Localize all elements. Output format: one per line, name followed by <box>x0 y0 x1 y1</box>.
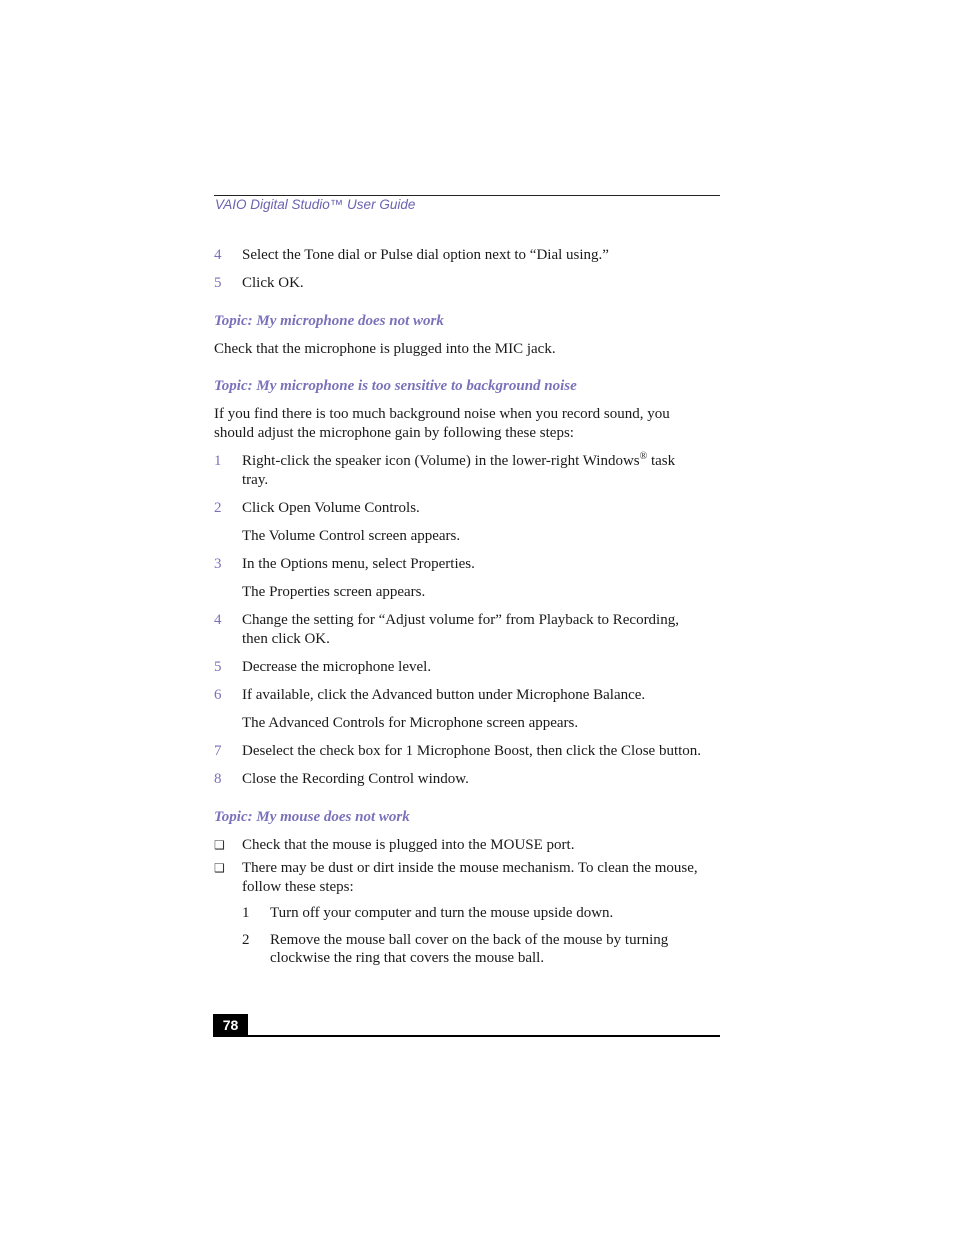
checkbox-bullet-icon: ❑ <box>214 838 225 852</box>
bullet-text: There may be dust or dirt inside the mouse mechanism. To clean the mouse, <box>242 860 698 876</box>
page-number: 78 <box>213 1014 248 1036</box>
running-header: VAIO Digital Studio™ User Guide <box>215 197 416 212</box>
step-text: If available, click the Advanced button under Microphone Balance. <box>242 687 646 703</box>
topic-heading: Topic: My microphone is too sensitive to background noise <box>214 378 577 394</box>
substep-number: 2 <box>242 932 250 948</box>
step-text: Select the Tone dial or Pulse dial option next to “Dial using.” <box>242 247 609 263</box>
step-text: In the Options menu, select Properties. <box>242 556 475 572</box>
step-text: Decrease the microphone level. <box>242 659 432 675</box>
step-number: 6 <box>214 687 222 703</box>
substep-text-continued: clockwise the ring that covers the mouse ball. <box>270 950 545 966</box>
registered-mark: ® <box>639 451 648 462</box>
step-number: 7 <box>214 743 222 759</box>
step-text: Click OK. <box>242 275 304 291</box>
step-text-part: Right-click the speaker icon (Volume) in the lower-right Windows <box>242 453 640 469</box>
intro-line: If you find there is too much background noise when you record sound, you <box>214 406 670 422</box>
substep-text: Turn off your computer and turn the mouse upside down. <box>270 905 614 921</box>
step-result: The Advanced Controls for Microphone screen appears. <box>242 715 579 731</box>
step-number: 3 <box>214 556 222 572</box>
footer-rule <box>213 1035 720 1037</box>
step-number: 5 <box>214 659 222 675</box>
step-text: Deselect the check box for 1 Microphone Boost, then click the Close button. <box>242 743 702 759</box>
step-text: Change the setting for “Adjust volume for” from Playback to Recording, <box>242 612 679 628</box>
bullet-text-continued: follow these steps: <box>242 879 354 895</box>
substep-number: 1 <box>242 905 250 921</box>
step-number: 8 <box>214 771 222 787</box>
checkbox-bullet-icon: ❑ <box>214 861 225 875</box>
step-result: The Properties screen appears. <box>242 584 426 600</box>
step-text: Click Open Volume Controls. <box>242 500 420 516</box>
step-number: 1 <box>214 453 222 469</box>
intro-line: should adjust the microphone gain by following these steps: <box>214 425 574 441</box>
header-rule <box>214 195 720 196</box>
step-result: The Volume Control screen appears. <box>242 528 461 544</box>
topic-body: Check that the microphone is plugged into the MIC jack. <box>214 341 556 357</box>
step-text: Close the Recording Control window. <box>242 771 469 787</box>
step-text-continued: then click OK. <box>242 631 330 647</box>
topic-heading: Topic: My mouse does not work <box>214 809 410 825</box>
topic-heading: Topic: My microphone does not work <box>214 313 444 329</box>
step-text-part: task <box>647 453 676 469</box>
step-text-continued: tray. <box>242 472 269 488</box>
step-text <box>242 452 722 471</box>
step-number: 4 <box>214 612 222 628</box>
step-number: 2 <box>214 500 222 516</box>
substep-text: Remove the mouse ball cover on the back of the mouse by turning <box>270 932 669 948</box>
bullet-text: Check that the mouse is plugged into the MOUSE port. <box>242 837 575 853</box>
step-number: 4 <box>214 247 222 263</box>
step-number: 5 <box>214 275 222 291</box>
